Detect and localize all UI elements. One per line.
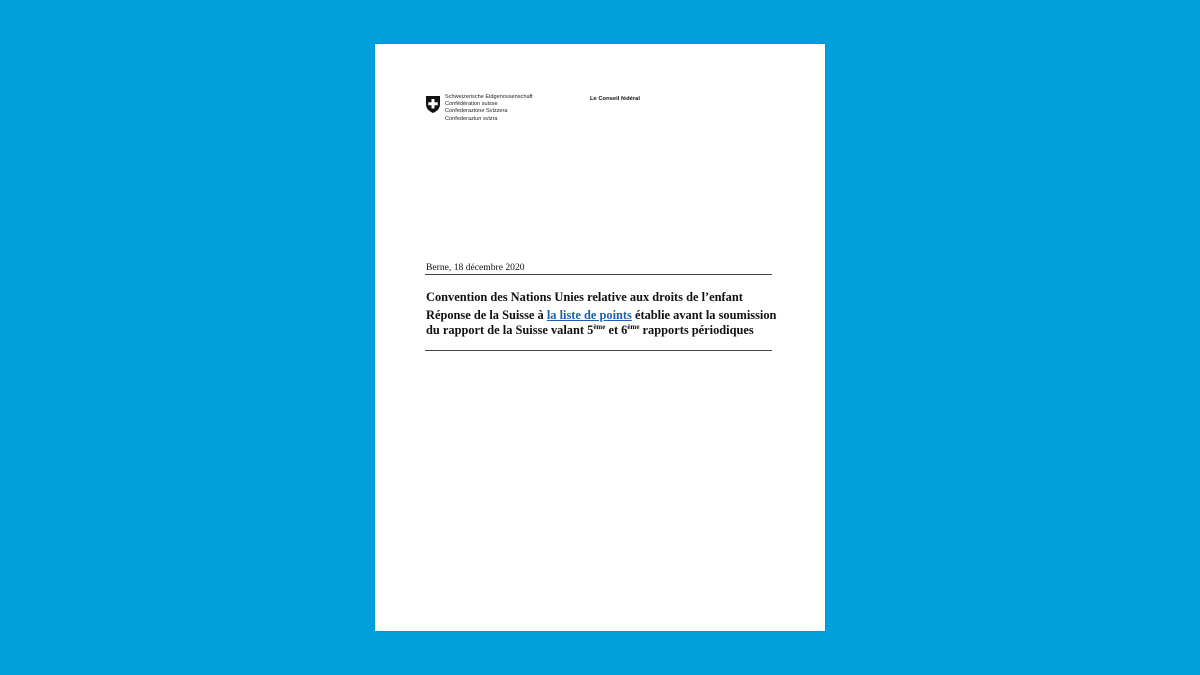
swiss-coat-of-arms-icon <box>425 95 441 114</box>
document-page <box>375 44 825 631</box>
divider-top <box>425 274 772 275</box>
confederation-name-de: Schweizerische Eidgenossenschaft <box>445 94 533 100</box>
subtitle-mid: et 6 <box>605 323 628 337</box>
subtitle-line-1 <box>426 308 776 323</box>
document-title: Convention des Nations Unies relative aux droits de l’enfant <box>426 290 743 304</box>
superscript-5: ème <box>593 323 606 331</box>
subtitle-line2-prefix: du rapport de la Suisse valant 5 <box>426 323 594 337</box>
subtitle-prefix: Réponse de la Suisse à <box>426 308 547 322</box>
subtitle-after-link: établie avant la soumission <box>631 308 777 322</box>
divider-bottom <box>425 350 772 351</box>
confederation-name-fr: Confédération suisse <box>445 101 498 108</box>
subtitle-line-2 <box>426 323 776 338</box>
swiss-confederation-logo <box>425 94 533 123</box>
confederation-names <box>445 94 533 123</box>
document-subtitle <box>426 308 776 338</box>
subtitle-suffix: rapports périodiques <box>639 323 754 337</box>
list-of-issues-link[interactable]: la liste de points <box>546 308 632 322</box>
superscript-6: ème <box>627 323 640 331</box>
confederation-name-rm: Confederaziun svizra <box>445 115 498 122</box>
confederation-name-it: Confederazione Svizzera <box>445 108 508 115</box>
dateline: Berne, 18 décembre 2020 <box>426 262 525 273</box>
authority-label: Le Conseil fédéral <box>590 96 640 102</box>
